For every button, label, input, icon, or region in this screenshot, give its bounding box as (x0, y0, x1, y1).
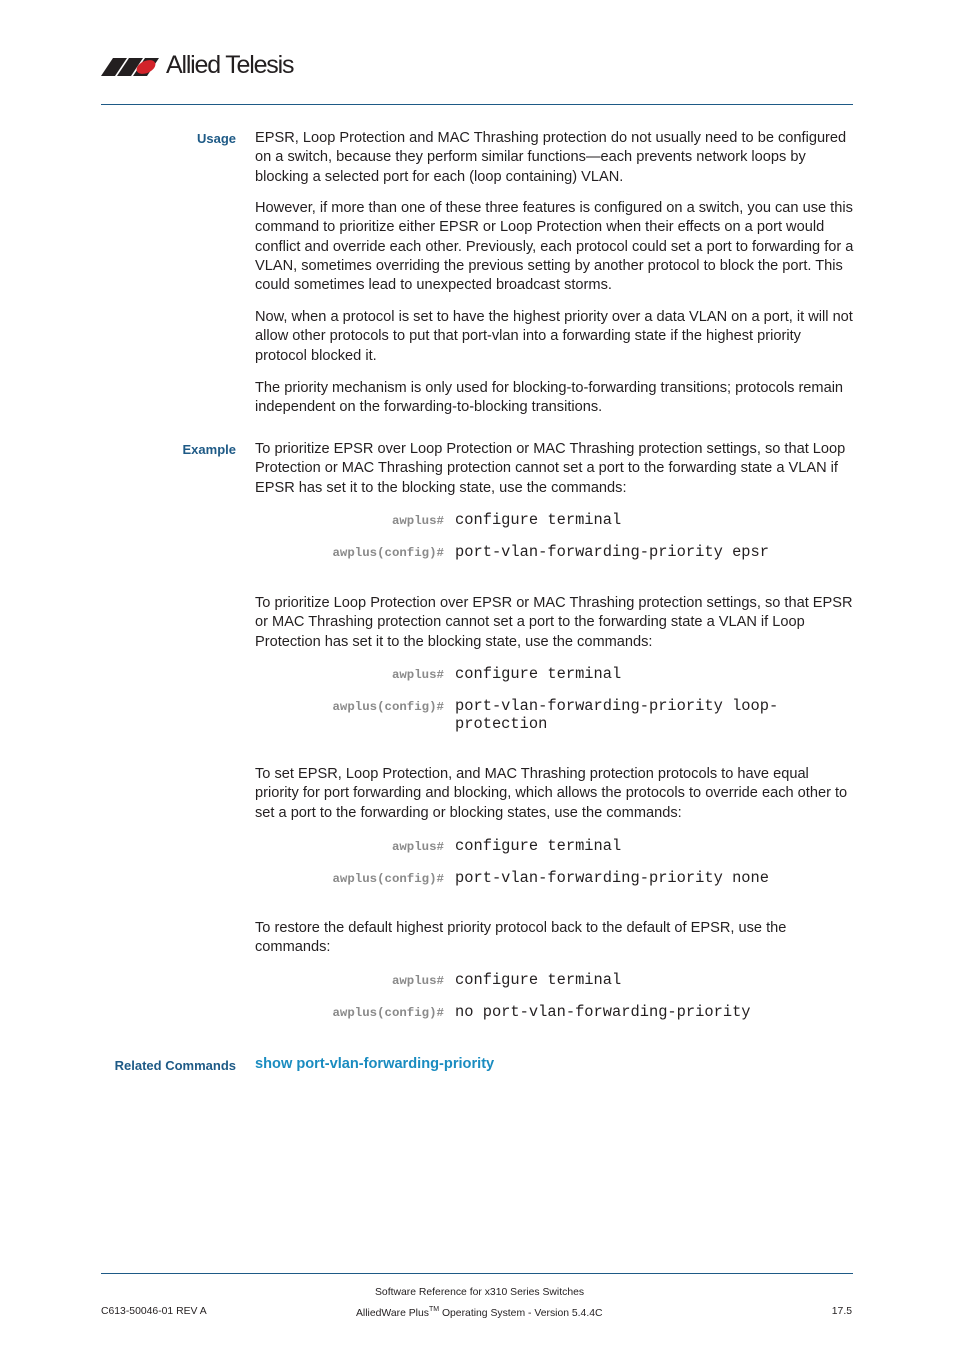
usage-paragraph: EPSR, Loop Protection and MAC Thrashing protection do not usually need to be configured on a switch, because they perform similar functions—each prevents network loops by blocking a selected port for each (loop containing) VLAN. (255, 130, 847, 185)
logo-wordmark: Allied Telesis (166, 51, 294, 79)
usage-paragraph: However, if more than one of these three features is configured on a switch, you can use this command to prioritize either EPSR or Loop Protection when their effects on a port would conflict and override each other. Previously, each protocol could set a port to forwarding for a VLAN, sometimes overriding the previous setting by another protocol to block the port. This could sometimes lead to unexpected broadcast storms. (255, 200, 854, 294)
usage-paragraph: Now, when a protocol is set to have the highest priority over a data VLAN on a port, it will not allow other protocols to put that port-vlan into a forwarding state if the highest priority protocol blocked it. (255, 309, 853, 364)
example-description: To set EPSR, Loop Protection, and MAC Thrashing protection protocols to have equal priority for port forwarding and blocking, which allows the protocols to override each other to set a port to the forwarding or blocking states, use the commands: (255, 766, 848, 821)
cli-prompt: awplus# (391, 974, 444, 988)
cli-command: no port-vlan-forwarding-priority (455, 1003, 751, 1021)
cli-prompt: awplus(config)# (332, 872, 444, 886)
footer-product: AlliedWare Plus (356, 1308, 429, 1319)
usage-paragraph: The priority mechanism is only used for blocking-to-forwarding transitions; protocols remain independent on the forwarding-to-blocking transitions. (255, 380, 844, 416)
footer-doc-id: C613-50046-01 REV A (101, 1306, 207, 1317)
trademark-mark: TM (428, 1306, 440, 1313)
footer-title: Software Reference for x310 Series Switches (375, 1287, 585, 1298)
cli-prompt: awplus(config)# (332, 700, 444, 714)
related-commands-label: Related Commands (114, 1058, 236, 1073)
cli-prompt: awplus# (391, 840, 444, 854)
cli-prompt: awplus(config)# (332, 1006, 444, 1020)
cli-command: configure terminal (455, 665, 622, 683)
cli-prompt: awplus# (391, 514, 444, 528)
cli-command: configure terminal (455, 837, 622, 855)
cli-prompt: awplus(config)# (332, 546, 444, 560)
cli-command: configure terminal (455, 971, 622, 989)
allied-telesis-logo-mark-icon (101, 54, 163, 76)
allied-telesis-logo (101, 50, 293, 80)
cli-command: port-vlan-forwarding-priority loop- protection (455, 697, 779, 733)
cli-command: configure terminal (455, 511, 622, 529)
cli-command: port-vlan-forwarding-priority epsr (455, 543, 770, 561)
cli-prompt: awplus# (391, 668, 444, 682)
footer-rule (101, 1273, 853, 1274)
example-description: To restore the default highest priority protocol back to the default of EPSR, use the commands: (255, 920, 787, 956)
usage-label: Usage (196, 131, 236, 146)
example-description: To prioritize Loop Protection over EPSR or MAC Thrashing protection settings, so that EPSR or MAC Thrashing protection cannot set a port to the forwarding state a VLAN if Loop Protection has set it to the blocking state, use the commands: (255, 595, 853, 650)
example-label: Example (182, 442, 236, 457)
example-description: To prioritize EPSR over Loop Protection or MAC Thrashing protection settings, so that Loop Protection or MAC Thrashing protection cannot set a port to the forwarding state a VLAN if EPSR has set it to the blocking state, use the commands: (255, 441, 846, 496)
header-rule (101, 104, 853, 105)
related-command-link[interactable]: show port-vlan-forwarding-priority (255, 1056, 495, 1072)
footer-version: Operating System - Version 5.4.4C (439, 1308, 603, 1319)
cli-command: port-vlan-forwarding-priority none (455, 869, 770, 887)
footer-subtitle (356, 1306, 603, 1319)
page-number: 17.5 (831, 1306, 852, 1317)
